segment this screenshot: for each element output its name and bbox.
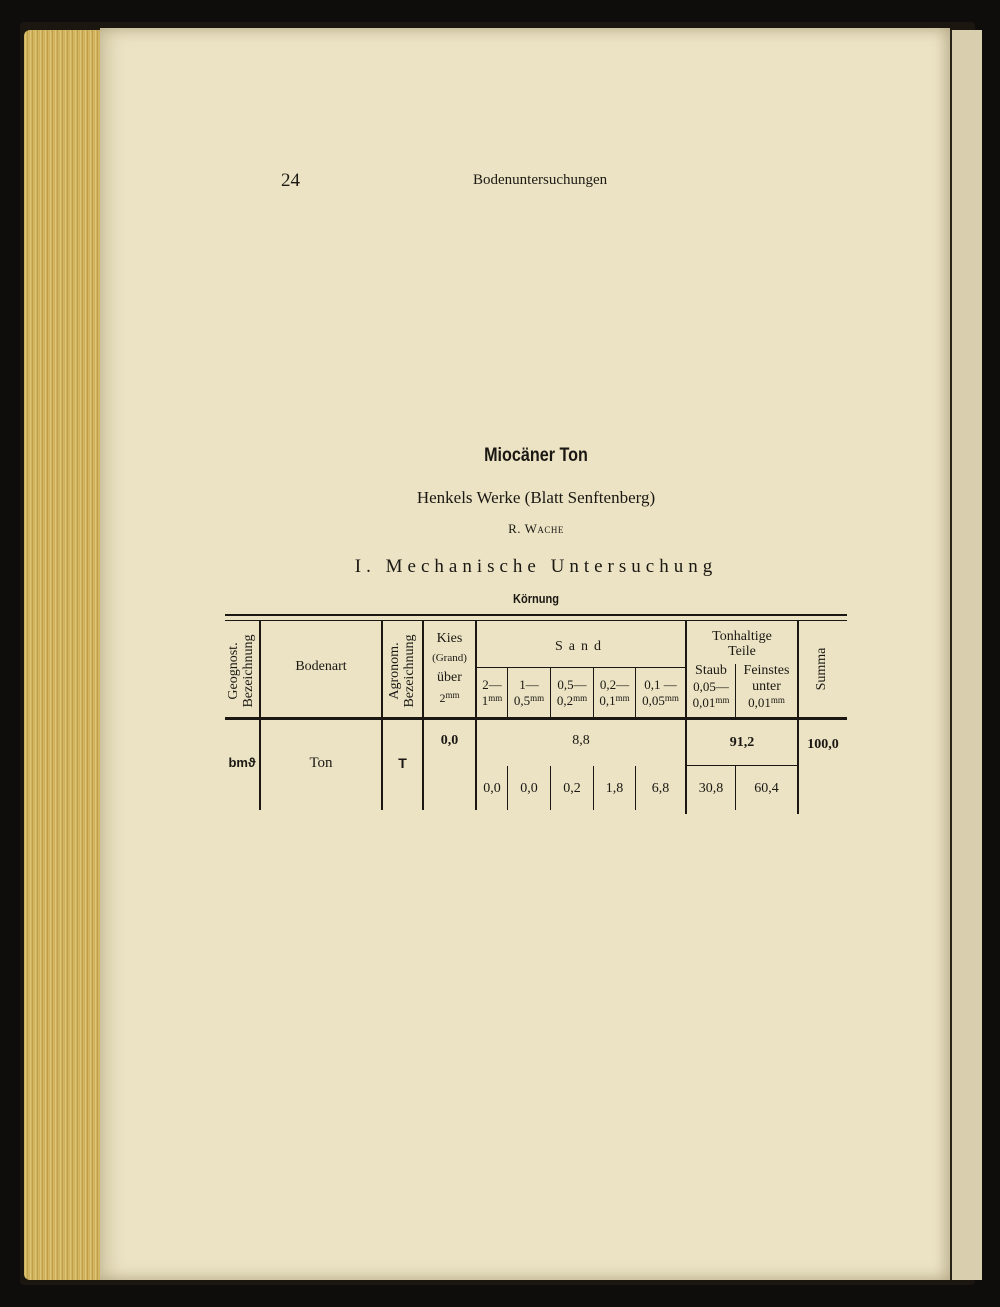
sand-subheader-bottom — [594, 694, 635, 707]
table-top-rule — [225, 614, 847, 616]
col-rule — [635, 667, 636, 717]
sand-subheader-top: 0,5— — [557, 677, 587, 692]
header-geognost-line2: Bezeichnung — [241, 634, 256, 708]
sand-subheader-top: 2— — [482, 677, 502, 692]
feinstes-size-unit: mm — [770, 695, 785, 705]
sand-size-unit: mm — [530, 693, 545, 703]
header-agronom-line2: Bezeichnung — [402, 634, 417, 708]
cell-bodenart: Ton — [309, 755, 333, 771]
kies-size-unit: mm — [445, 690, 460, 700]
col-rule — [507, 667, 508, 717]
ton-subrule — [685, 765, 797, 766]
cell-sand-value: 0,2 — [563, 781, 581, 796]
sand-size-unit: mm — [488, 693, 503, 703]
col-rule — [550, 667, 551, 717]
cell-kies: 0,0 — [440, 733, 459, 748]
header-ton: Tonhaltige — [712, 629, 772, 644]
sand-subheader-bottom — [636, 694, 685, 707]
staub-size-value: 0,01 — [692, 695, 716, 710]
header-rule — [225, 717, 847, 720]
subtitle: Henkels Werke (Blatt Senftenberg) — [416, 488, 656, 507]
sand-size-value: 0,5 — [513, 693, 531, 708]
cell-sand-value: 0,0 — [520, 781, 538, 796]
cell-summa: 100,0 — [807, 737, 839, 752]
col-rule — [381, 620, 383, 717]
title: Miocäner Ton — [484, 445, 588, 466]
sand-subheader-top: 0,1 — — [644, 677, 677, 692]
header-agronom — [387, 624, 417, 718]
sand-subheader-top: 0,2— — [599, 677, 630, 692]
kies-size-value: 2 — [439, 691, 446, 705]
sand-subheader-bottom — [477, 694, 507, 707]
header-kies-grand: (Grand) — [432, 652, 467, 664]
header-kies-size — [424, 691, 475, 704]
header-geognost-line1: Geognost. — [226, 642, 241, 700]
author: R. Wache — [508, 521, 564, 536]
col-rule — [797, 620, 799, 717]
cell-staub: 30,8 — [698, 781, 724, 796]
header-summa: Summa — [814, 647, 829, 691]
section-title: I. Mechanische Untersuchung — [354, 556, 718, 577]
sand-size-unit: mm — [573, 693, 588, 703]
sand-size-value: 0,1 — [599, 693, 616, 708]
sand-size-value: 0,05 — [642, 693, 665, 708]
cell-sand-value: 1,8 — [605, 781, 624, 796]
cell-sand-value: 6,8 — [651, 781, 670, 796]
sand-size-value: 1 — [481, 693, 489, 708]
sand-size-value: 0,2 — [556, 693, 574, 708]
table-top-rule-2 — [225, 620, 847, 621]
subsection-title: Körnung — [512, 591, 560, 606]
sand-size-unit: mm — [615, 693, 630, 703]
header-feinstes-unter: unter — [752, 679, 781, 694]
cell-feinstes: 60,4 — [754, 781, 779, 796]
header-geognost — [226, 624, 256, 718]
sand-size-unit: mm — [664, 693, 679, 703]
header-feinstes-size — [736, 696, 797, 709]
cell-ton-total: 91,2 — [729, 735, 755, 750]
cell-sand-value: 0,0 — [483, 781, 501, 796]
header-kies-ueber: über — [437, 670, 462, 685]
col-rule — [797, 720, 799, 814]
grain-size-table — [225, 614, 847, 814]
col-rule — [685, 720, 687, 814]
header-agronom-line1: Agronom. — [387, 642, 402, 700]
sand-subheader-bottom — [508, 694, 550, 707]
header-feinstes: Feinstes — [743, 663, 790, 678]
cell-sand-total: 8,8 — [572, 733, 590, 748]
page-edges — [24, 30, 106, 1280]
header-staub-range: 0,05— — [693, 679, 729, 694]
header-bodenart: Bodenart — [295, 659, 347, 674]
col-rule — [593, 667, 594, 717]
sand-subheader-top: 1— — [519, 677, 539, 692]
feinstes-size-value: 0,01 — [748, 695, 771, 710]
sand-subheader-bottom — [551, 694, 593, 707]
header-sand: Sand — [555, 639, 607, 654]
header-staub-size — [687, 696, 735, 709]
next-page-edge — [950, 30, 982, 1280]
header-ton-teile: Teile — [728, 644, 756, 659]
staub-size-unit: mm — [715, 695, 730, 705]
cell-agronom: T — [398, 755, 407, 771]
running-title: Bodenuntersuchungen — [473, 172, 608, 188]
page-number: 24 — [281, 170, 300, 191]
header-kies: Kies — [436, 631, 463, 646]
cell-geognost: bmϑ — [228, 755, 256, 770]
header-staub: Staub — [695, 663, 727, 678]
